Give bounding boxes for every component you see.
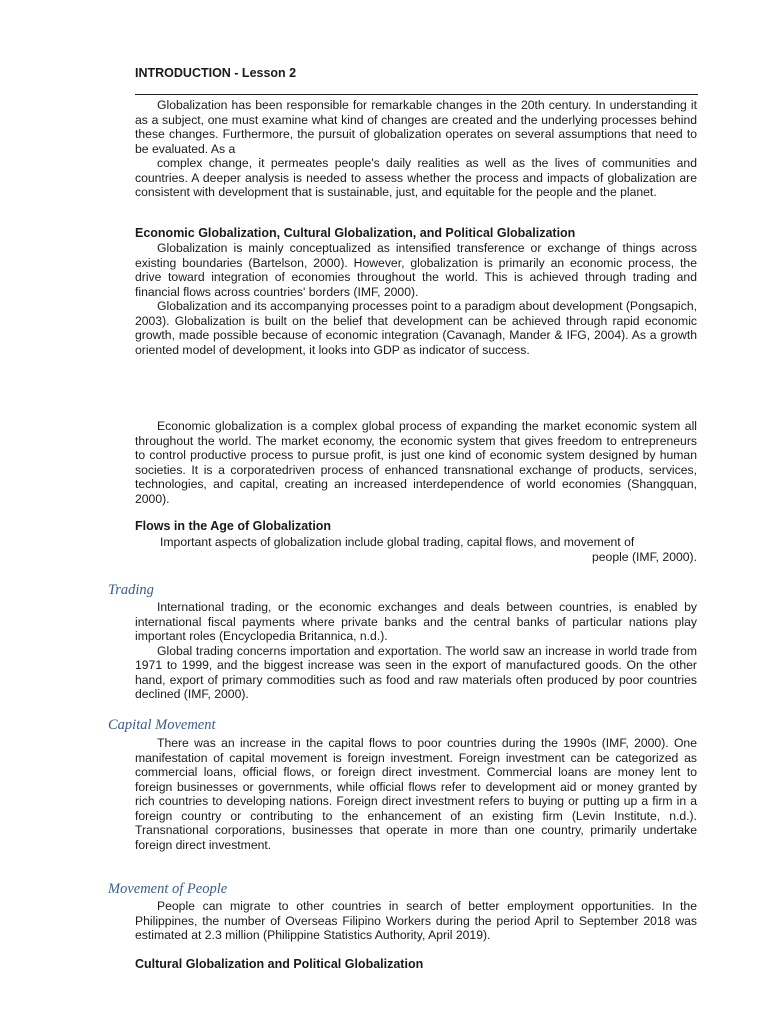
intro-paragraph-1: Globalization has been responsible for remarkable changes in the 20th century. In understanding it as a subject, one must examine what kind of changes are created and the underlying processes behind these changes. Furthermore, the pursuit of globalization operates on several assumptions that need to be evaluated. As a <box>135 98 697 156</box>
section-heading-cultural-political: Cultural Globalization and Political Globalization <box>135 957 424 971</box>
trading-paragraph-2: Global trading concerns importation and exportation. The world saw an increase in world trade from 1971 to 1999, and the biggest increase was seen in the export of manufactured goods. On the other hand, export of primary commodities such as food and raw materials often produced by poor countries declined (IMF, 2000). <box>135 643 697 701</box>
title-divider <box>135 94 698 95</box>
subheading-trading: Trading <box>108 582 154 598</box>
economic-section <box>135 241 697 357</box>
page-title: INTRODUCTION - Lesson 2 <box>135 66 297 80</box>
intro-paragraph-2: complex change, it permeates people's daily realities as well as the lives of communities and countries. A deeper analysis is needed to assess whether the process and impacts of globalization are consistent with development that is sustainable, just, and equitable for the people and the planet. <box>135 156 697 199</box>
trading-paragraph-1: International trading, or the economic exchanges and deals between countries, is enabled by international fiscal payments where private banks and the central banks of particular nations play important roles (Encyclopedia Britannica, n.d.). <box>135 600 697 643</box>
capital-section <box>135 736 697 852</box>
section-heading-flows: Flows in the Age of Globalization <box>135 519 332 533</box>
flows-line-1: Important aspects of globalization include global trading, capital flows, and movement of <box>160 535 635 549</box>
flows-line-2: people (IMF, 2000). <box>591 549 697 564</box>
intro-section <box>135 98 697 200</box>
capital-paragraph: There was an increase in the capital flows to poor countries during the 1990s (IMF, 2000). One manifestation of capital movement is foreign investment. Foreign investment can be categorized as commercial loans, official flows, or foreign direct investment. Commercial loans are money lent to foreign businesses or governments, while official flows refer to development aid or money granted by rich countries to developing nations. Foreign direct investment refers to buying or putting up a firm in a foreign country or contributing to the enhancement of an existing firm (Levin Institute, n.d.). Transnational corporations, businesses that operate in more than one country, primarily undertake foreign direct investment. <box>135 736 697 852</box>
trading-section <box>135 600 697 702</box>
section-heading-economic: Economic Globalization, Cultural Globalization, and Political Globalization <box>135 226 576 240</box>
people-section <box>135 899 697 943</box>
flows-section <box>135 535 697 564</box>
subheading-movement-of-people: Movement of People <box>108 881 228 897</box>
subheading-capital-movement: Capital Movement <box>108 717 216 733</box>
economic-paragraph-2: Globalization and its accompanying processes point to a paradigm about development (Pongsapich, 2003). Globalization is built on the belief that development can be achieved through rapid economic growth, made possible because of economic integration (Cavanagh, Mander & IFG, 2004). As a growth oriented model of development, it looks into GDP as indicator of success. <box>135 299 697 357</box>
economic-paragraph-1: Globalization is mainly conceptualized as intensified transference or exchange of things across existing boundaries (Bartelson, 2000). However, globalization is primarily an economic process, the drive toward integration of economies throughout the world. This is achieved through trading and financial flows across countries' borders (IMF, 2000). <box>135 241 697 299</box>
econ-globalization-section <box>135 419 697 506</box>
people-paragraph: People can migrate to other countries in search of better employment opportunities. In the Philippines, the number of Overseas Filipino Workers during the period April to September 2018 was estimated at 2.3 million (Philippine Statistics Authority, April 2019). <box>135 899 697 942</box>
econ-globalization-paragraph: Economic globalization is a complex global process of expanding the market economic system all throughout the world. The market economy, the economic system that gives freedom to entrepreneurs to control productive process to pursue profit, is just one kind of economic system designed by human societies. It is a corporatedriven process of enhanced transnational exchange of products, services, technologies, and capital, creating an increased interdependence of world economies (Shangquan, 2000). <box>135 419 697 506</box>
